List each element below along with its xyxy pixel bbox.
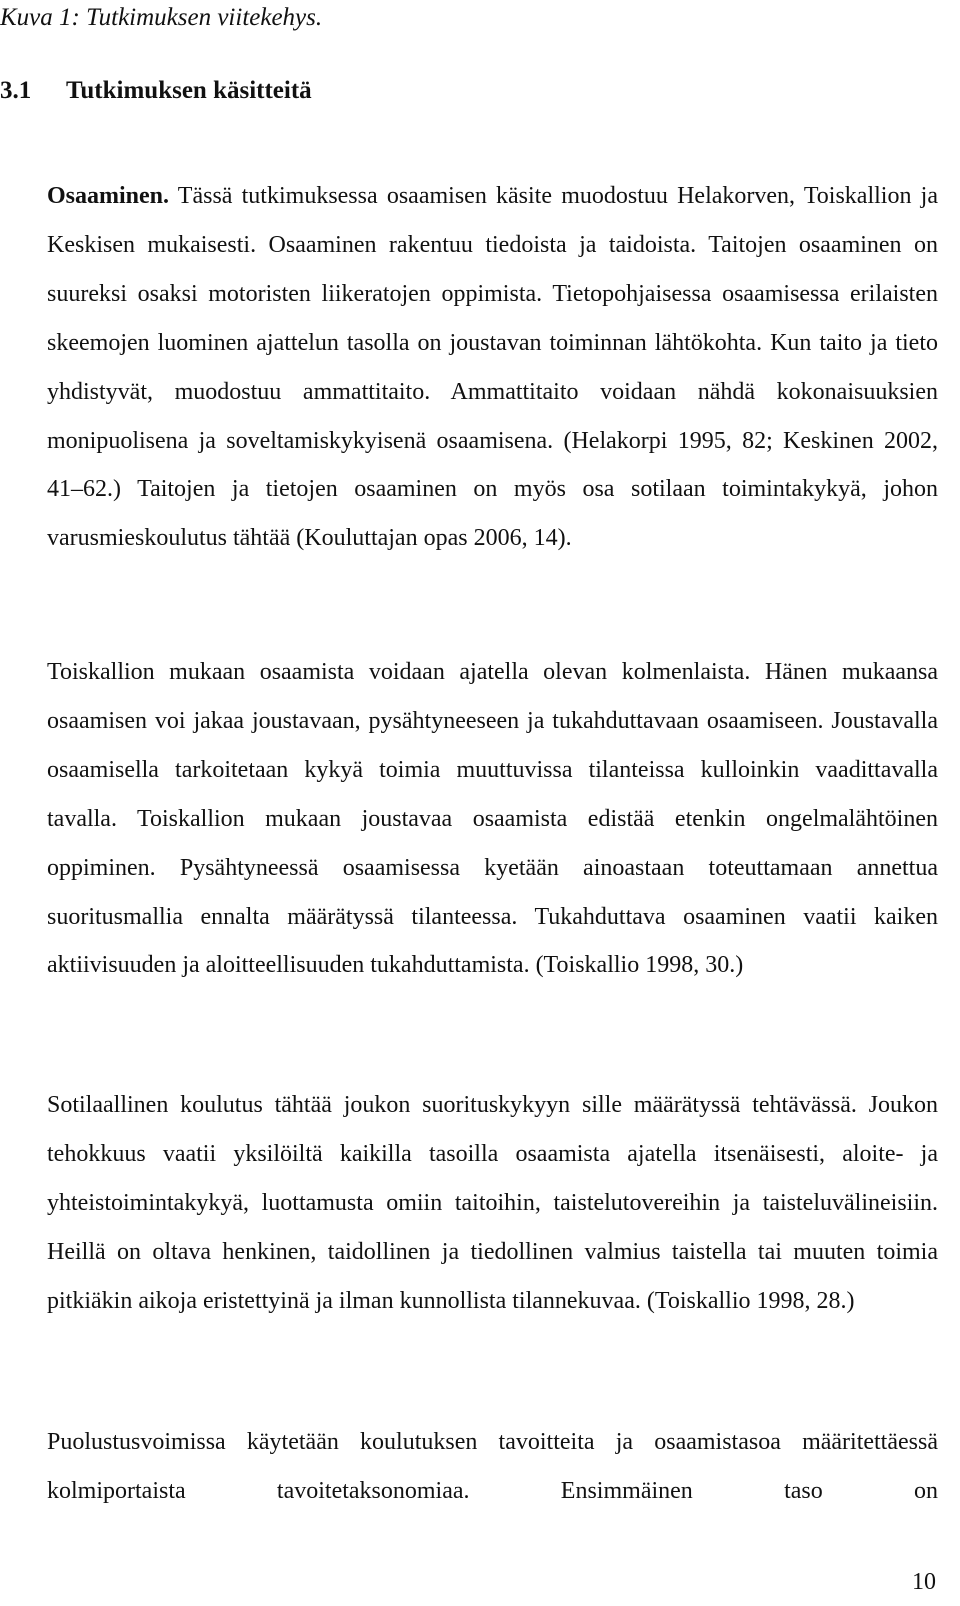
paragraph-sotilaallinen-koulutus: Sotilaallinen koulutus tähtää joukon suorituskykyyn sille määrätyssä tehtävässä. Joukon tehokkuus vaatii yksilöiltä kaikilla tasoilla osaamista ajatella itsenäisesti, aloite- ja yhteistoimintakykyä, luottamusta omiin taitoihin, taistelutovereihin ja taisteluvälineisiin. Heillä on oltava henkinen, taidollinen ja tiedollinen valmius taistella tai muuten toimia pitkiäkin aikoja eristettyinä ja ilman kunnollista tilannekuvaa. (Toiskallio 1998, 28.) bbox=[47, 1092, 938, 1314]
section-title: Tutkimuksen käsitteitä bbox=[66, 77, 312, 104]
section-heading bbox=[0, 74, 312, 108]
figure-caption: Kuva 1: Tutkimuksen viitekehys. bbox=[0, 4, 323, 31]
paragraph-text: Tässä tutkimuksessa osaamisen käsite muodostuu Helakorven, Toiskallion ja Keskisen mukaisesti. Osaaminen rakentuu tiedoista ja taidoista. Taitojen osaaminen on suureksi osaksi motoristen liikeratojen oppimista. Tietopohjaisessa osaamisessa erilaisten skeemojen luominen ajattelun tasolla on joustavan toiminnan lähtökohta. Kun taito ja tieto yhdistyvät, muodostuu ammattitaito. Ammattitaito voidaan nähdä kokonaisuuksien monipuolisena ja soveltamiskykyisenä osaamisena. (Helakorpi 1995, 82; Keskinen 2002, 41–62.) Taitojen ja tietojen osaaminen on myös osa sotilaan toimintakykyä, johon varusmieskoulutus tähtää (Kouluttajan opas 2006, 14). bbox=[47, 183, 938, 552]
paragraph-osaaminen bbox=[47, 172, 938, 563]
paragraph-lead-term: Osaaminen. bbox=[47, 183, 170, 209]
paragraph-toiskallio: Toiskallion mukaan osaamista voidaan ajatella olevan kolmenlaista. Hänen mukaansa osaamisen voi jakaa joustavaan, pysähtyneeseen ja tukahduttavaan osaamiseen. Joustavalla osaamisella tarkoitetaan kykyä toimia muuttuvissa tilanteissa kulloinkin vaadittavalla tavalla. Toiskallion mukaan joustavaa osaamista edistää etenkin ongelmalähtöinen oppiminen. Pysähtyneessä osaamisessa kyetään ainoastaan toteuttamaan annettua suoritusmallia ennalta määrätyssä tilanteessa. Tukahduttava osaaminen vaatii kaiken aktiivisuuden ja aloitteellisuuden tukahduttamista. (Toiskallio 1998, 30.) bbox=[47, 659, 938, 979]
paragraph-puolustusvoimat: Puolustusvoimissa käytetään koulutuksen tavoitteita ja osaamistasoa määritettäessä kolmiportaista tavoitetaksonomiaa. Ensimmäinen taso on bbox=[47, 1429, 938, 1504]
page-number: 10 bbox=[912, 1569, 936, 1595]
section-number: 3.1 bbox=[0, 77, 32, 104]
